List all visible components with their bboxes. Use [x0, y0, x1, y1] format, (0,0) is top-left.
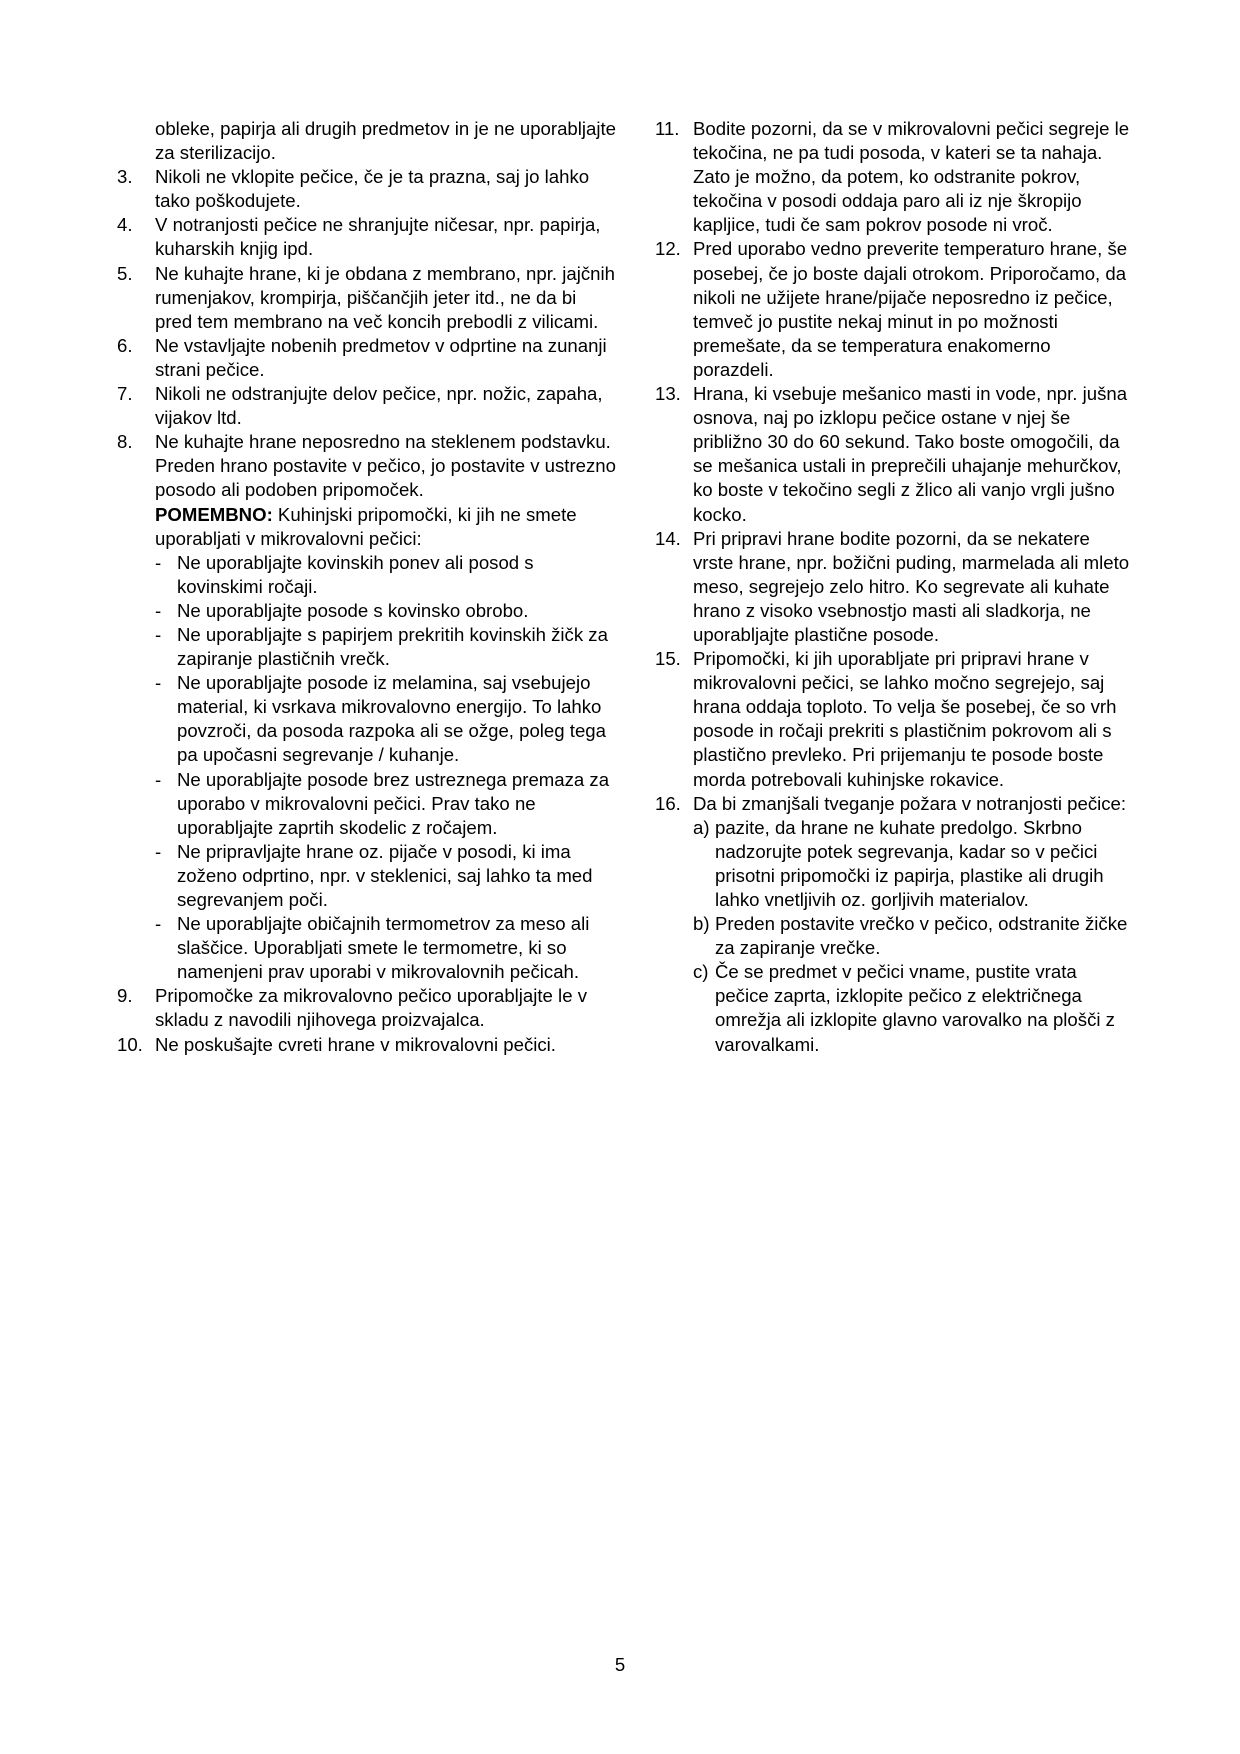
bullet-item: - Ne uporabljajte kovinskih ponev ali posod s kovinskimi ročaji. — [155, 551, 534, 597]
list-item-8: 8. Ne kuhajte hrane neposredno na steklenem podstavku. Preden hrano postavite v pečico, jo postavite v ustrezno posodo ali podoben pripomoček. — [117, 431, 616, 501]
sub-item-b: b) Preden postavite vrečko v pečico, odstranite žičke za zapiranje vrečke. — [693, 913, 1128, 959]
left-column — [117, 117, 617, 1057]
bullet-item: - Ne uporabljajte posode iz melamina, saj vsebujejo material, ki vsrkava mikrovalovno energijo. To lahko povzroči, da posoda razpoka ali se ožge, poleg tega pa upočasni segrevanje / kuhanje. — [155, 672, 606, 766]
list-item-11: 11. Bodite pozorni, da se v mikrovalovni pečici segreje le tekočina, ne pa tudi posoda, v kateri se ta nahaja. Zato je možno, da potem, ko odstranite pokrov, tekočina v posodi oddaja paro ali iz nje škropijo kapljice, tudi če sam pokrov posode ni vroč. — [655, 118, 1130, 236]
bullet-item: - Ne uporabljajte s papirjem prekritih kovinskih žičk za zapiranje plastičnih vrečk. — [155, 623, 608, 670]
sub-item-a: a) pazite, da hrane ne kuhate predolgo. Skrbno nadzorujte potek segrevanja, kadar so v pečici prisotni pripomočki iz papirja, plastike ali drugih lahko vnetljivih oz. gorljivih materialov. — [693, 816, 1104, 910]
list-item-9: 9. Pripomočke za mikrovalovno pečico uporabljajte le v skladu z navodili njihovega proizvajalca. — [117, 985, 587, 1031]
list-item-13: 13. Hrana, ki vsebuje mešanico masti in vode, npr. jušna osnova, naj po izklopu pečice ostane v njej še približno 30 do 60 sekund. Tako boste omogočili, da se mešanica ustali in preprečili uhajanje mehurčkov, ko boste v tekočino segli z žlico ali vanjo vrgli jušno kocko. — [655, 383, 1128, 525]
page-number: 5 — [614, 1654, 626, 1675]
list-item-4: 4. V notranjosti pečice ne shranjujte ničesar, npr. papirja, kuharskih knjig ipd. — [117, 214, 601, 260]
important-label: POMEMBNO: — [155, 503, 273, 525]
bullet-item: - Ne uporabljajte posode brez ustreznega premaza za uporabo v mikrovalovni pečici. Prav tako ne uporabljajte zaprtih skodelic z ročajem. — [155, 768, 610, 838]
list-item-16: 16. Da bi zmanjšali tveganje požara v notranjosti pečice: — [655, 792, 1127, 814]
right-column — [655, 117, 1133, 1057]
bullet-item: - Ne uporabljajte posode s kovinsko obrobo. — [155, 599, 529, 621]
list-item-6: 6. Ne vstavljajte nobenih predmetov v odprtine na zunanji strani pečice. — [117, 334, 607, 380]
list-item-5: 5. Ne kuhajte hrane, ki je obdana z membrano, npr. jajčnih rumenjakov, krompirja, piščančjih jeter itd., ne da bi pred tem membrano na več koncih prebodli z vilicami. — [117, 262, 615, 332]
bullet-item: - Ne uporabljajte običajnih termometrov za meso ali slaščice. Uporabljati smete le termometre, ki so namenjeni prav uporabi v mikrovalovnih pečicah. — [155, 913, 590, 983]
continued-paragraph: obleke, papirja ali drugih predmetov in je ne uporabljajte za sterilizacijo. — [155, 118, 617, 164]
list-item-7: 7. Nikoli ne odstranjujte delov pečice, npr. nožic, zapaha, vijakov ltd. — [117, 383, 603, 429]
list-item-3: 3. Nikoli ne vklopite pečice, če je ta prazna, saj jo lahko tako poškodujete. — [117, 166, 590, 212]
bullet-item: - Ne pripravljajte hrane oz. pijače v posodi, ki ima zoženo odprtino, npr. v steklenici, saj lahko ta med segrevanjem poči. — [155, 840, 593, 910]
list-item-12: 12. Pred uporabo vedno preverite temperaturo hrane, še posebej, če jo boste dajali otrokom. Priporočamo, da nikoli ne užijete hrane/pijače neposredno iz pečice, temveč jo pustite nekaj minut in po možnosti premešate, da se temperatura enakomerno porazdeli. — [655, 238, 1128, 380]
important-note: POMEMBNO: Kuhinjski pripomočki, ki jih ne smete uporabljati v mikrovalovni pečici: — [155, 503, 577, 549]
list-item-15: 15. Pripomočki, ki jih uporabljate pri pripravi hrane v mikrovalovni pečici, se lahko močno segrejejo, saj hrana oddaja toploto. To velja še posebej, če so vrh posode in ročaji prekriti s plastičnim pokrovom ali s plastično prevleko. Pri prijemanju te posode boste morda potrebovali kuhinjske rokavice. — [655, 648, 1117, 790]
list-item-14: 14. Pri pripravi hrane bodite pozorni, da se nekatere vrste hrane, npr. božični puding, marmelada ali mleto meso, segrejejo zelo hitro. Ko segrevate ali kuhate hrano z visoko vsebnostjo masti ali sladkorja, ne uporabljajte plastične posode. — [655, 527, 1130, 645]
list-item-10: 10. Ne poskušajte cvreti hrane v mikrovalovni pečici. — [117, 1033, 556, 1055]
sub-item-c: c) Če se predmet v pečici vname, pustite vrata pečice zaprta, izklopite pečico z električnega omrežja ali izklopite glavno varovalko na plošči z varovalkami. — [693, 961, 1115, 1055]
